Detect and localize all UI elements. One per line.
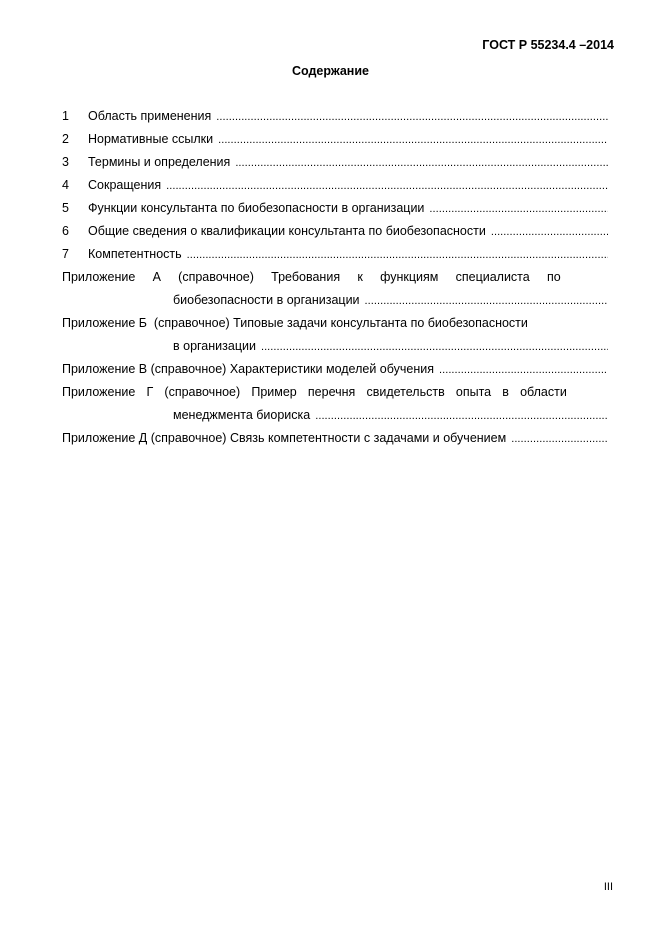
appendix-d-title-cont: менеджмента биориска: [173, 408, 311, 422]
toc-entry[interactable]: [62, 246, 608, 269]
appendix-a-word: по: [546, 270, 561, 284]
toc-leader-dots: [491, 223, 608, 241]
toc-entry[interactable]: [62, 177, 608, 200]
appendix-d-word: свидетельств: [366, 385, 445, 399]
appendix-d-word: Г: [146, 385, 154, 399]
toc-leader-dots: [216, 108, 608, 126]
toc-entry-number: 5: [62, 201, 69, 215]
toc-entry-number: 1: [62, 109, 69, 123]
toc-leader-dots: [218, 131, 608, 149]
appendix-d-word: опыта: [455, 385, 492, 399]
appendix-a-word: Требования: [271, 270, 341, 284]
appendix-d-word: Пример: [251, 385, 297, 399]
toc-entry-title: Термины и определения: [88, 155, 231, 169]
table-of-contents: [62, 108, 608, 453]
appendix-a-word: Приложение: [62, 270, 136, 284]
appendix-d-word: Приложение: [62, 385, 136, 399]
toc-appendix-b[interactable]: [62, 315, 608, 338]
toc-entry-number: 4: [62, 178, 69, 192]
appendix-d-word: (справочное): [164, 385, 241, 399]
toc-leader-dots: [187, 246, 608, 264]
toc-appendix-d[interactable]: [62, 384, 608, 407]
toc-appendix-b-cont[interactable]: [62, 338, 608, 361]
toc-entry-number: 2: [62, 132, 69, 146]
page-title: Содержание: [291, 64, 369, 78]
page-number: III: [603, 881, 613, 893]
appendix-d-word: перечня: [307, 385, 356, 399]
toc-leader-dots: [235, 154, 608, 172]
toc-entry-title: Область применения: [88, 109, 212, 123]
toc-entry-title: Компетентность: [88, 247, 182, 261]
toc-entry[interactable]: [62, 223, 608, 246]
toc-entry[interactable]: [62, 154, 608, 177]
toc-leader-dots: [315, 407, 608, 425]
toc-entry-title: Сокращения: [88, 178, 162, 192]
document-code: ГОСТ Р 55234.4 –2014: [482, 38, 614, 52]
appendix-a-word: к: [357, 270, 363, 284]
toc-entry[interactable]: [62, 200, 608, 223]
appendix-a-title-cont: биобезопасности в организации: [173, 293, 360, 307]
appendix-d-word: в: [502, 385, 509, 399]
toc-entry-number: 7: [62, 247, 69, 261]
appendix-d-word: области: [520, 385, 567, 399]
appendix-d-heading: [62, 384, 608, 401]
toc-appendix-d-cont[interactable]: [62, 407, 608, 430]
toc-entry-title: Нормативные ссылки: [88, 132, 214, 146]
toc-leader-dots: [439, 361, 608, 379]
toc-leader-dots: [166, 177, 608, 195]
toc-appendix-e[interactable]: [62, 430, 608, 453]
appendix-a-word: (справочное): [178, 270, 254, 284]
toc-entry-title: Общие сведения о квалификации консультанта по биобезопасности: [88, 224, 486, 238]
appendix-b-heading: Приложение Б (справочное) Типовые задачи консультанта по биобезопасности: [62, 316, 528, 330]
toc-leader-dots: [511, 430, 608, 448]
toc-entry[interactable]: [62, 131, 608, 154]
toc-leader-dots: [429, 200, 608, 218]
appendix-e-heading: Приложение Д (справочное) Связь компетентности с задачами и обучением: [62, 431, 507, 445]
appendix-a-heading: [62, 269, 608, 286]
toc-entry[interactable]: [62, 108, 608, 131]
toc-appendix-a[interactable]: [62, 269, 608, 292]
toc-leader-dots: [365, 292, 608, 310]
toc-appendix-c[interactable]: [62, 361, 608, 384]
toc-entry-title: Функции консультанта по биобезопасности в организации: [88, 201, 425, 215]
appendix-a-word: специалиста: [455, 270, 530, 284]
appendix-c-heading: Приложение В (справочное) Характеристики моделей обучения: [62, 362, 434, 376]
toc-entry-number: 3: [62, 155, 69, 169]
toc-entry-number: 6: [62, 224, 69, 238]
toc-appendix-a-cont[interactable]: [62, 292, 608, 315]
appendix-a-word: А: [152, 270, 161, 284]
appendix-a-word: функциям: [380, 270, 439, 284]
appendix-b-title-cont: в организации: [173, 339, 256, 353]
toc-leader-dots: [261, 338, 608, 356]
